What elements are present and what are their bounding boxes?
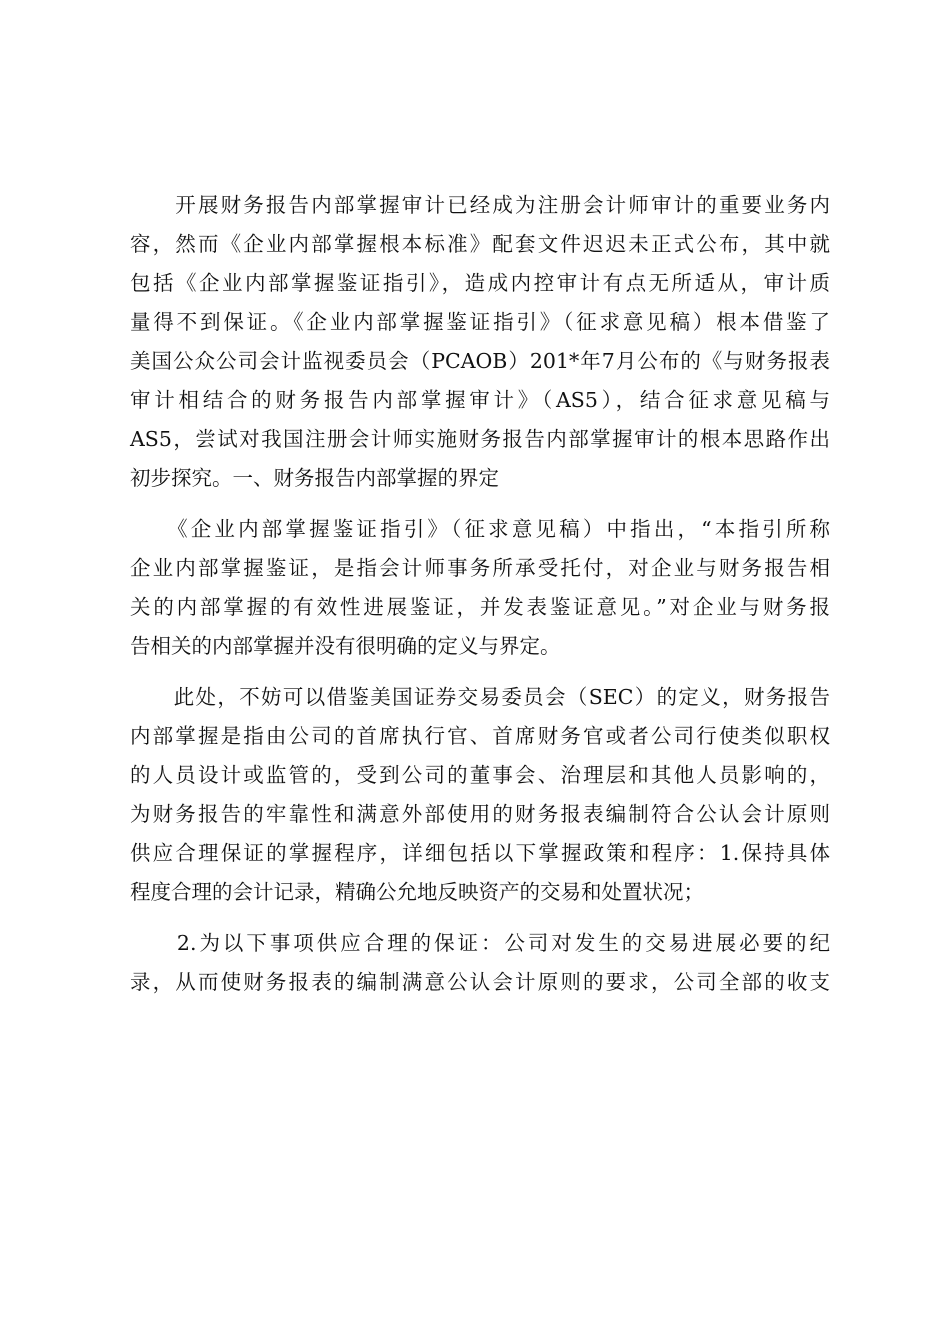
paragraph-line: 关的内部掌握的有效性进展鉴证，并发表鉴证意见。”对企业与财务报 (130, 595, 830, 619)
paragraph-line: 供应合理保证的掌握程序，详细包括以下掌握政策和程序：1.保持具体 (130, 841, 830, 865)
paragraph-line: 录，从而使财务报表的编制满意公认会计原则的要求，公司全部的收支 (130, 970, 830, 994)
paragraph-line: 2.为以下事项供应合理的保证：公司对发生的交易进展必要的纪 (130, 931, 830, 955)
paragraph-line: 的人员设计或监管的，受到公司的董事会、治理层和其他人员影响的， (130, 763, 830, 787)
paragraph-line: 内部掌握是指由公司的首席执行官、首席财务官或者公司行使类似职权 (130, 724, 830, 748)
paragraph-line: 审计相结合的财务报告内部掌握审计》（AS5），结合征求意见稿与 (130, 388, 830, 412)
paragraph-line: 企业内部掌握鉴证，是指会计师事务所承受托付，对企业与财务报告相 (130, 556, 830, 580)
paragraph-3 (130, 678, 830, 912)
paragraph-line: 开展财务报告内部掌握审计已经成为注册会计师审计的重要业务内 (130, 193, 830, 217)
paragraph-line: 程度合理的会计记录，精确公允地反映资产的交易和处置状况； (130, 880, 704, 904)
paragraph-line: 量得不到保证。《企业内部掌握鉴证指引》（征求意见稿）根本借鉴了 (130, 310, 830, 334)
paragraph-line: 《企业内部掌握鉴证指引》（征求意见稿）中指出，“本指引所称 (130, 517, 830, 541)
document-body (130, 186, 830, 1002)
paragraph-line: 为财务报告的牢靠性和满意外部使用的财务报表编制符合公认会计原则 (130, 802, 830, 826)
paragraph-line: 初步探究。一、财务报告内部掌握的界定 (130, 466, 499, 490)
paragraph-line: AS5，尝试对我国注册会计师实施财务报告内部掌握审计的根本思路作出 (130, 427, 830, 451)
paragraph-line: 此处，不妨可以借鉴美国证券交易委员会（SEC）的定义，财务报告 (130, 685, 830, 709)
paragraph-line: 容，然而《企业内部掌握根本标准》配套文件迟迟未正式公布，其中就 (130, 232, 830, 256)
paragraph-line: 包括《企业内部掌握鉴证指引》，造成内控审计有点无所适从，审计质 (130, 271, 830, 295)
paragraph-2 (130, 510, 830, 666)
paragraph-1 (130, 186, 830, 498)
paragraph-4 (130, 924, 830, 1002)
paragraph-line: 美国公众公司会计监视委员会（PCAOB）201*年7月公布的《与财务报表 (130, 349, 830, 373)
paragraph-line: 告相关的内部掌握并没有很明确的定义与界定。 (130, 634, 561, 658)
